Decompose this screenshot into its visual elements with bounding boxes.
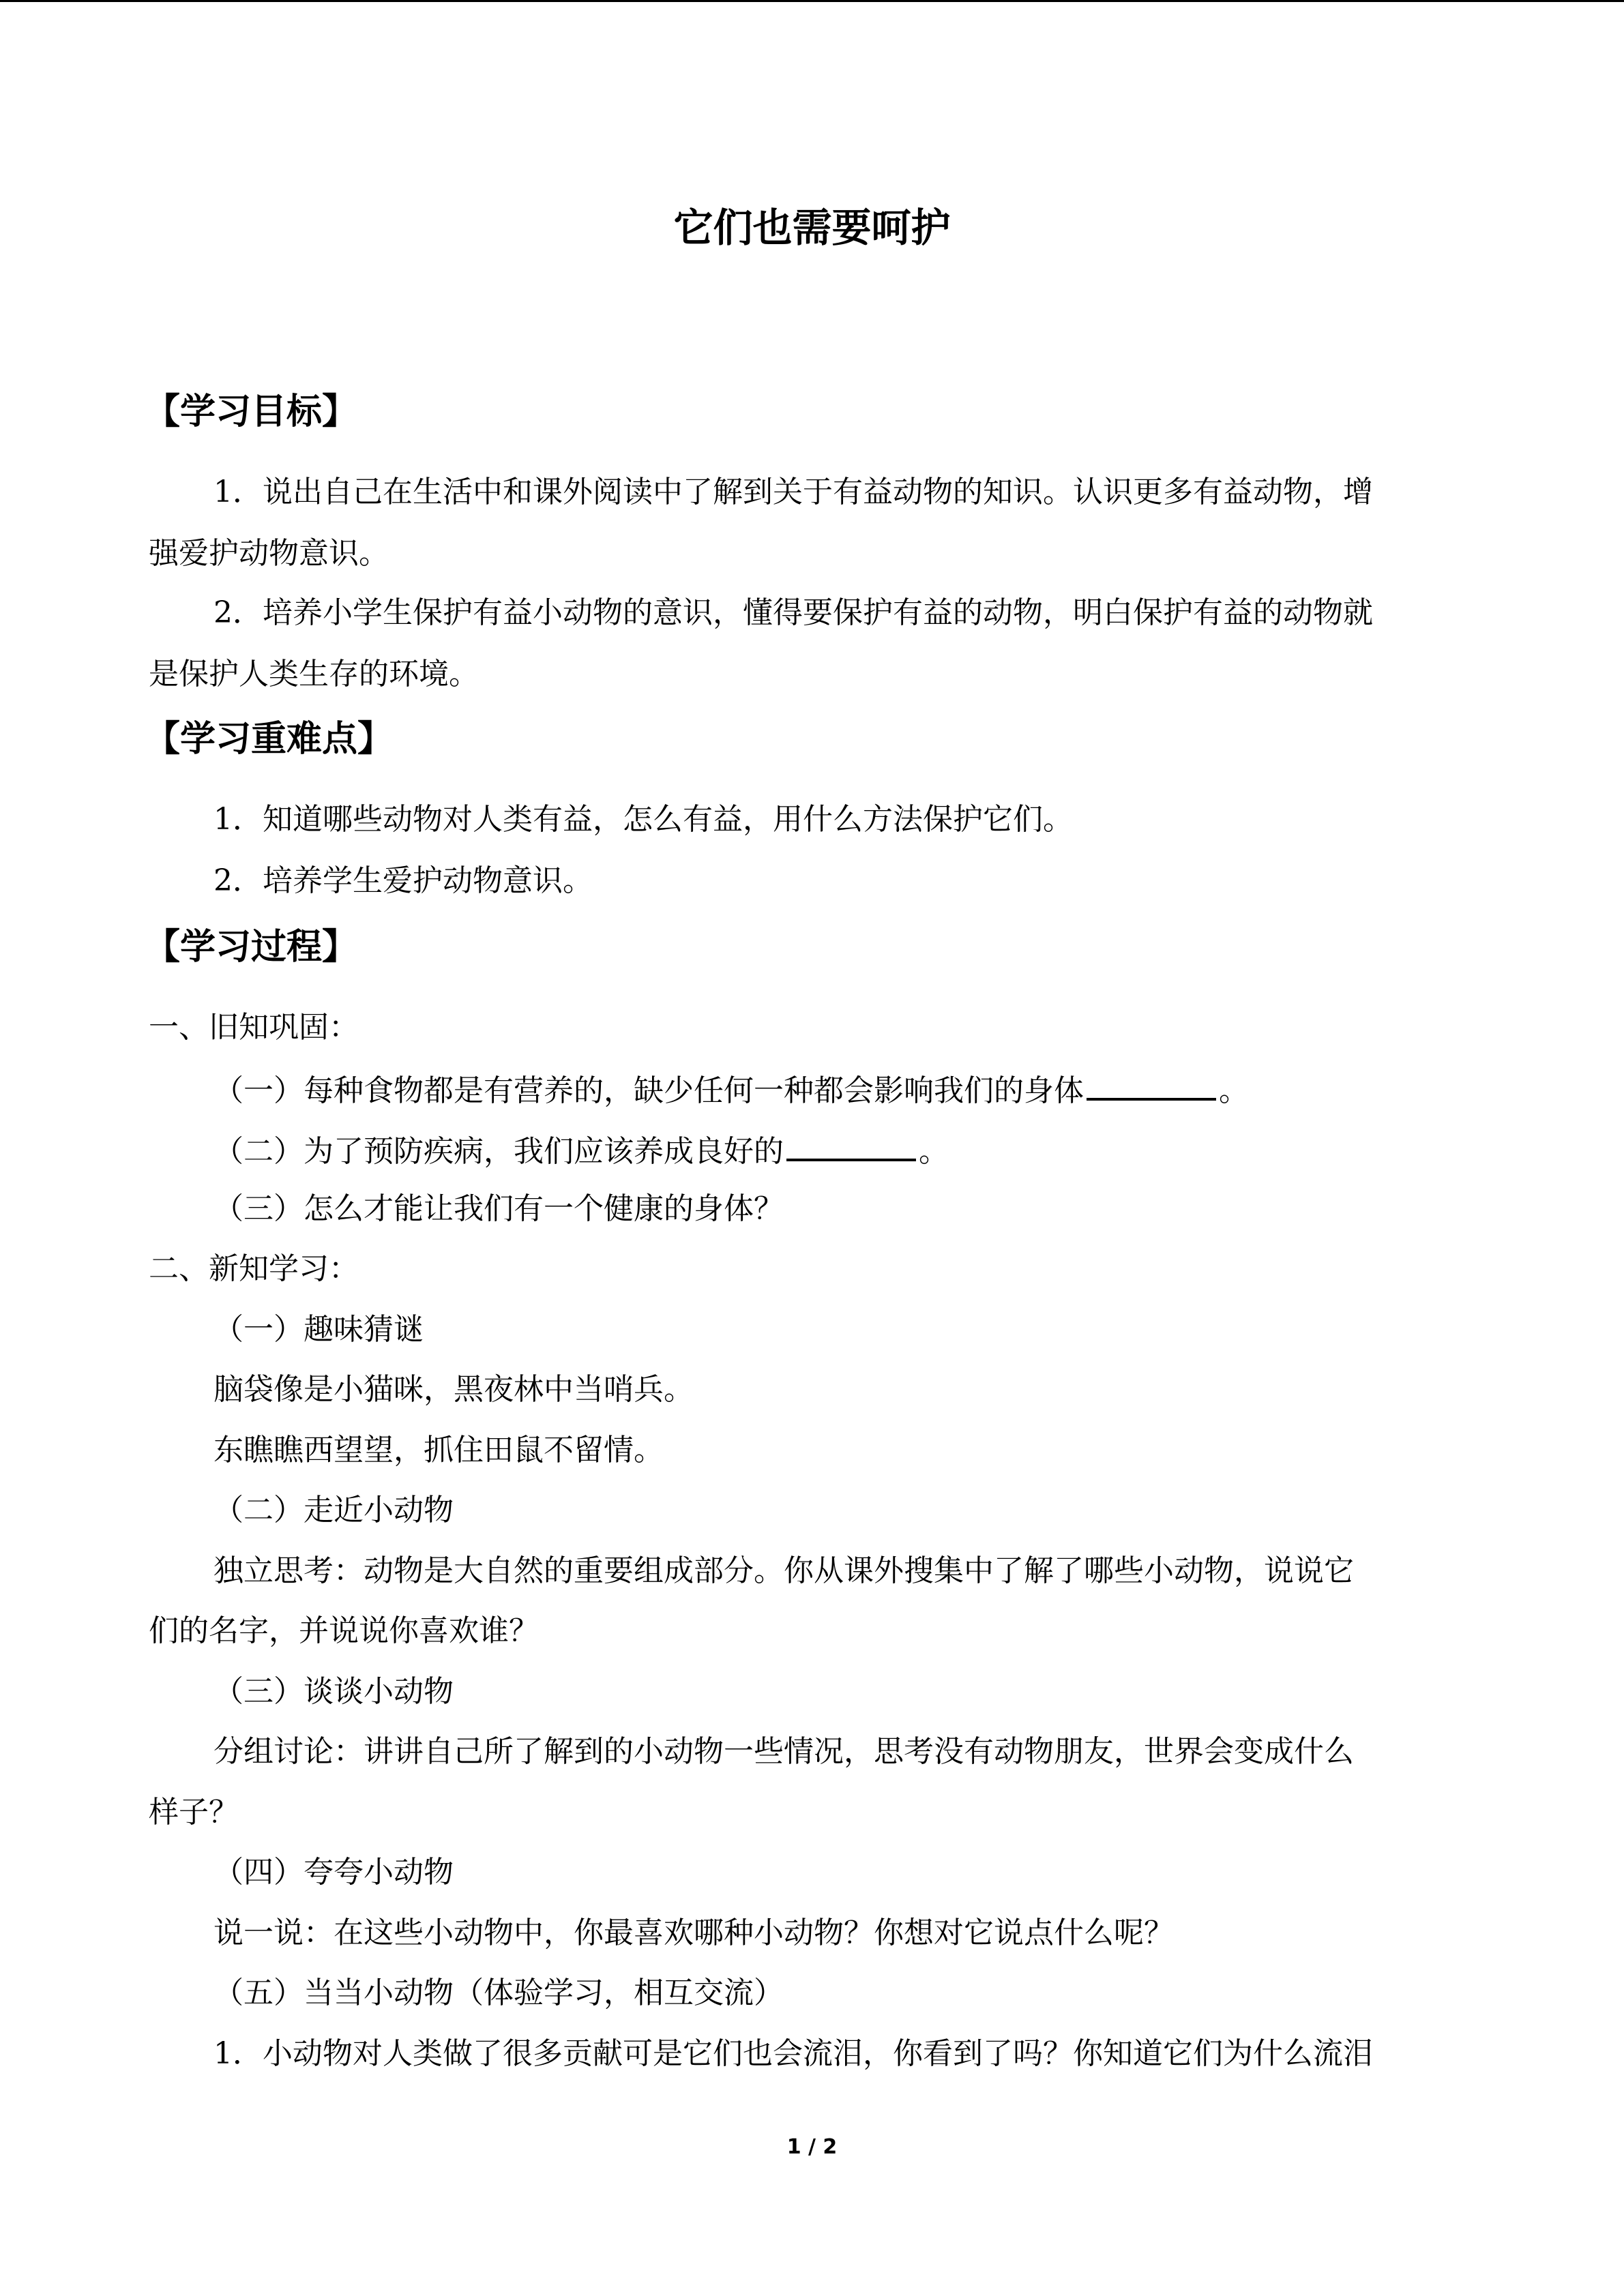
approach-line-2: 们的名字，并说说你喜欢谁？ xyxy=(149,1613,539,1648)
review-question-1-text: （一）每种食物都是有营养的，缺少任何一种都会影响我们的身体 xyxy=(213,1073,1084,1108)
fill-blank-2 xyxy=(786,1131,916,1161)
talk-line-1: 分组讨论：讲讲自己所了解到的小动物一些情况，思考没有动物朋友，世界会变成什么 xyxy=(213,1734,1354,1769)
new-learning-label: 二、新知学习： xyxy=(149,1251,359,1286)
top-border xyxy=(0,0,1624,2)
key-point-2: 2．培养学生爱护动物意识。 xyxy=(213,863,593,898)
review-question-2-end: 。 xyxy=(919,1134,949,1169)
goal-1-line-2: 强爱护动物意识。 xyxy=(149,536,389,571)
review-question-3: （三）怎么才能让我们有一个健康的身体？ xyxy=(213,1191,784,1226)
review-label: 一、旧知巩固： xyxy=(149,1010,359,1045)
talk-line-2: 样子？ xyxy=(149,1795,239,1830)
heading-goals: 【学习目标】 xyxy=(145,391,358,432)
section-talk-title: （三）谈谈小动物 xyxy=(213,1674,454,1709)
review-question-1-end: 。 xyxy=(1219,1073,1249,1108)
review-question-2-text: （二）为了预防疾病，我们应该养成良好的 xyxy=(213,1134,784,1169)
role-play-line-1: 1．小动物对人类做了很多贡献可是它们也会流泪，你看到了吗？你知道它们为什么流泪 xyxy=(213,2036,1373,2071)
section-role-play-title: （五）当当小动物（体验学习，相互交流） xyxy=(213,1976,784,2010)
goal-2-line-2: 是保护人类生存的环境。 xyxy=(149,657,479,691)
goal-2-line-1: 2．培养小学生保护有益小动物的意识，懂得要保护有益的动物，明白保护有益的动物就 xyxy=(213,595,1373,630)
riddle-line-1: 脑袋像是小猫咪，黑夜林中当哨兵。 xyxy=(213,1372,694,1407)
review-question-2 xyxy=(213,1131,949,1170)
riddle-line-2: 东瞧瞧西望望，抓住田鼠不留情。 xyxy=(213,1433,664,1467)
praise-line-1: 说一说：在这些小动物中，你最喜欢哪种小动物？你想对它说点什么呢？ xyxy=(213,1915,1174,1950)
section-praise-title: （四）夸夸小动物 xyxy=(213,1855,454,1890)
section-approach-title: （二）走近小动物 xyxy=(213,1493,454,1527)
page-title: 它们也需要呵护 xyxy=(673,205,951,251)
approach-line-1: 独立思考：动物是大自然的重要组成部分。你从课外搜集中了解了哪些小动物，说说它 xyxy=(213,1553,1354,1588)
heading-key-points: 【学习重难点】 xyxy=(145,719,394,760)
key-point-1: 1．知道哪些动物对人类有益，怎么有益，用什么方法保护它们。 xyxy=(213,802,1073,837)
section-riddle-title: （一）趣味猜谜 xyxy=(213,1312,424,1347)
goal-1-line-1: 1．说出自己在生活中和课外阅读中了解到关于有益动物的知识。认识更多有益动物，增 xyxy=(213,475,1373,509)
heading-process: 【学习过程】 xyxy=(145,927,358,968)
page-number: 1 / 2 xyxy=(786,2135,838,2159)
fill-blank-1 xyxy=(1087,1071,1216,1101)
review-question-1 xyxy=(213,1071,1249,1109)
